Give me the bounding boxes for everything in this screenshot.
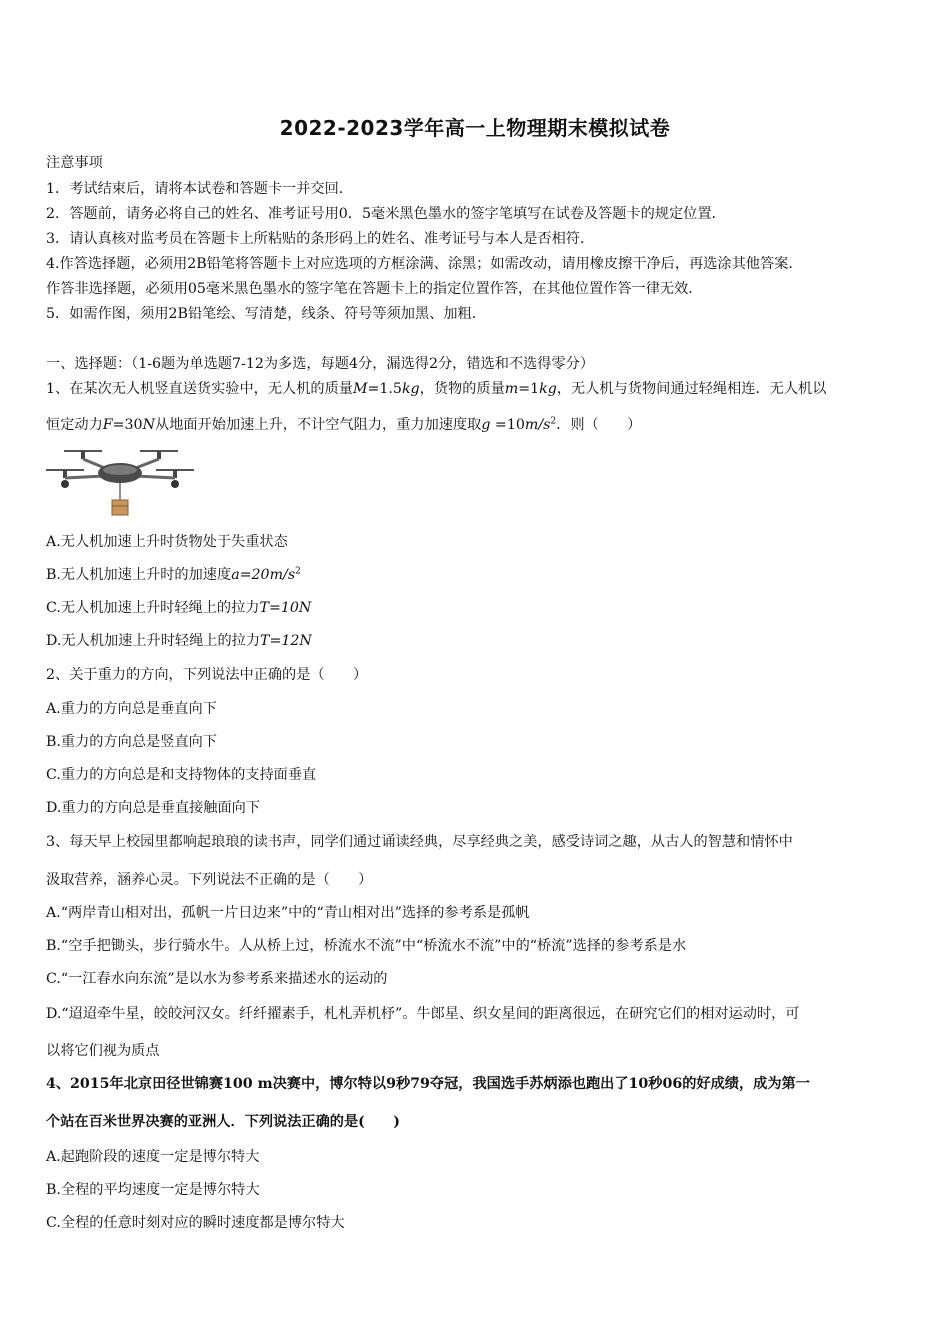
q1-option-d <box>46 630 312 650</box>
q4-option-a: A.起跑阶段的速度一定是博尔特大 <box>46 1149 260 1165</box>
q1-text: =1.5 <box>367 381 402 397</box>
q4-stem-line2: 个站在百米世界决赛的亚洲人．下列说法正确的是( ) <box>46 1114 400 1130</box>
section-heading: 一、选择题：（1-6题为单选题7-12为多选，每题4分，漏选得2分，错选和不选得零分） <box>46 356 595 372</box>
notice-item: 2．答题前，请务必将自己的姓名、准考证号用0．5毫米黑色墨水的签字笔填写在试卷及答题卡的规定位置． <box>46 206 726 222</box>
q1-superscript: 2 <box>550 416 557 427</box>
q1-option-c-text: C.无人机加速上升时轻绳上的拉力 <box>46 600 260 616</box>
q1-text: ，无人机与货物间通过轻绳相连．无人机以 <box>556 381 827 397</box>
q1-option-c-math: T=10N <box>259 600 312 616</box>
q3-option-d-line1: D.“迢迢牵牛星，皎皎河汉女。纤纤擢素手，札札弄机杼”。牛郎星、织女星间的距离很远，在研究它们的相对运动时，可 <box>46 1006 800 1022</box>
q1-text: ，货物的质量 <box>419 381 505 397</box>
q1-option-a: A.无人机加速上升时货物处于失重状态 <box>46 534 288 550</box>
q4-option-b: B.全程的平均速度一定是博尔特大 <box>46 1182 260 1198</box>
q3-option-c: C.“一江春水向东流”是以水为参考系来描述水的运动的 <box>46 971 388 987</box>
notice-heading: 注意事项 <box>46 155 103 171</box>
q2-option-d: D.重力的方向总是垂直接触面向下 <box>46 800 261 816</box>
notice-item: 1．考试结束后，请将本试卷和答题卡一并交回． <box>46 181 353 197</box>
notice-item: 作答非选择题，必须用05毫米黑色墨水的签字笔在答题卡上的指定位置作答，在其他位置作答一律无效． <box>46 281 703 297</box>
q2-option-c: C.重力的方向总是和支持物体的支持面垂直 <box>46 767 317 783</box>
notice-item: 4.作答选择题，必须用2B铅笔将答题卡上对应选项的方框涂满、涂黑；如需改动，请用橡皮擦干净后，再选涂其他答案． <box>46 256 803 272</box>
q3-option-a: A.“两岸青山相对出，孤帆一片日边来”中的“青山相对出”选择的参考系是孤帆 <box>46 905 530 921</box>
q1-symbol-g: g <box>481 417 491 433</box>
q1-option-c <box>46 597 311 617</box>
q1-unit-kg: kg <box>401 381 420 397</box>
notice-item: 5．如需作图，须用2B铅笔绘、写清楚，线条、符号等须加黑、加粗． <box>46 306 486 322</box>
q2-option-a: A.重力的方向总是垂直向下 <box>46 701 217 717</box>
q3-stem-line2: 汲取营养，涵养心灵。下列说法不正确的是（ ） <box>46 872 373 888</box>
notice-item: 3．请认真核对监考员在答题卡上所粘贴的条形码上的姓名、准考证号与本人是否相符． <box>46 231 595 247</box>
q2-stem: 2、关于重力的方向，下列说法中正确的是（ ） <box>46 667 368 683</box>
q1-option-b <box>46 564 301 584</box>
q1-stem-line1 <box>46 378 826 398</box>
q1-option-b-math: a=20m/s <box>231 567 296 583</box>
q1-symbol-M: M <box>352 381 368 397</box>
q1-option-d-text: D.无人机加速上升时轻绳上的拉力 <box>46 633 261 649</box>
q1-symbol-m: m <box>504 381 519 397</box>
q1-text: =10 <box>490 417 525 433</box>
q4-stem-line1: 4、2015年北京田径世锦赛100 m决赛中，博尔特以9秒79夺冠，我国选手苏炳添也跑出了10秒06的好成绩，成为第一 <box>46 1076 810 1092</box>
q1-option-d-math: T=12N <box>260 633 312 649</box>
q1-text: ．则（ ） <box>556 417 642 433</box>
q1-symbol-F: F <box>102 417 113 433</box>
drone-with-package-figure <box>44 445 196 523</box>
q1-stem-line2 <box>46 414 641 434</box>
q1-text: =1 <box>518 381 540 397</box>
q1-option-b-superscript: 2 <box>295 566 301 577</box>
q1-unit-accel: m/s <box>524 417 551 433</box>
q3-option-b: B.“空手把锄头，步行骑水牛。人从桥上过，桥流水不流”中“桥流水不流”中的“桥流”选择的参考系是水 <box>46 938 687 954</box>
q1-text: =30 <box>112 417 143 433</box>
q2-option-b: B.重力的方向总是竖直向下 <box>46 734 217 750</box>
q1-text: 从地面开始加速上升，不计空气阻力，重力加速度取 <box>155 417 482 433</box>
q1-text: 恒定动力 <box>46 417 103 433</box>
q1-unit-N: N <box>142 417 155 433</box>
q3-stem-line1: 3、每天早上校园里都响起琅琅的读书声，同学们通过诵读经典，尽享经典之美，感受诗词之趣，从古人的智慧和情怀中 <box>46 834 793 850</box>
q1-unit-kg: kg <box>539 381 557 397</box>
q3-option-d-line2: 以将它们视为质点 <box>46 1043 160 1059</box>
q1-text: 1、在某次无人机竖直送货实验中，无人机的质量 <box>46 381 353 397</box>
q4-option-c: C.全程的任意时刻对应的瞬时速度都是博尔特大 <box>46 1215 345 1231</box>
q1-option-b-text: B.无人机加速上升时的加速度 <box>46 567 232 583</box>
page-title: 2022-2023学年高一上物理期末模拟试卷 <box>279 116 671 140</box>
